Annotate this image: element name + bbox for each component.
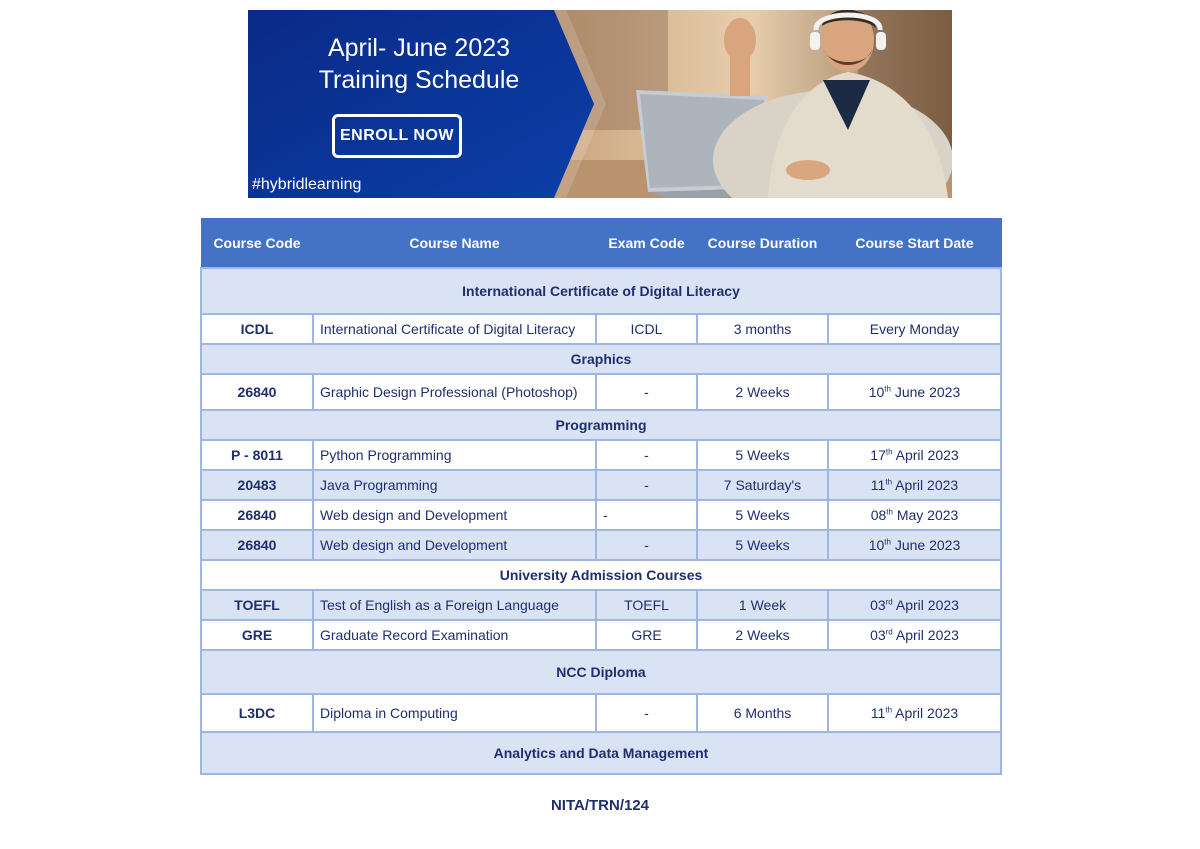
date-ordinal-suffix: th [885,705,893,715]
enroll-now-button[interactable]: ENROLL NOW [332,114,462,158]
category-label: NCC Diploma [201,650,1001,694]
course-name-cell: Graphic Design Professional (Photoshop) [313,374,596,410]
course-code-cell: 26840 [201,500,313,530]
promo-banner[interactable] [248,10,952,198]
course-name-cell: Test of English as a Foreign Language [313,590,596,620]
table-row [201,620,1001,650]
course-duration-cell: 1 Week [697,590,828,620]
table-row [201,500,1001,530]
category-row [201,410,1001,440]
exam-code-cell: - [596,530,697,560]
header-course-duration: Course Duration [697,219,828,269]
course-name-cell: Java Programming [313,470,596,500]
date-day: 03 [870,597,886,613]
category-row [201,650,1001,694]
exam-code-cell: ICDL [596,314,697,344]
exam-code-cell: - [596,470,697,500]
date-day: 10 [868,384,885,400]
date-month-year: April 2023 [892,627,959,643]
course-name-cell: International Certificate of Digital Literacy [313,314,596,344]
table-row [201,440,1001,470]
course-code-cell: P - 8011 [201,440,313,470]
category-row [201,560,1001,590]
exam-code-cell: GRE [596,620,697,650]
course-name-cell: Web design and Development [313,500,596,530]
date-ordinal-suffix: rd [885,597,893,607]
category-label: Programming [201,410,1001,440]
category-label: International Certificate of Digital Literacy [201,268,1001,314]
course-code-cell: GRE [201,620,313,650]
exam-code-cell: - [596,694,697,732]
date-ordinal-suffix: th [885,447,893,457]
course-start-date-cell: Every Monday [828,314,1001,344]
table-header-row [201,219,1001,269]
exam-code-cell: - [596,440,697,470]
course-start-date-cell [828,374,1001,410]
date-month-year: April 2023 [892,447,959,463]
course-code-cell: 26840 [201,374,313,410]
course-start-date-cell [828,530,1001,560]
date-day: 03 [870,627,886,643]
table-body [201,268,1001,774]
category-label: Analytics and Data Management [201,732,1001,774]
document-reference-code: NITA/TRN/124 [550,797,650,814]
course-code-cell: 20483 [201,470,313,500]
date-ordinal-suffix: th [886,507,893,517]
date-month-year: June 2023 [890,384,961,400]
course-start-date-cell [828,620,1001,650]
course-code-cell: L3DC [201,694,313,732]
table-row [201,374,1001,410]
date-month-year: April 2023 [892,477,959,493]
header-exam-code: Exam Code [596,219,697,269]
date-day: 17 [870,447,886,463]
course-start-date-cell [828,470,1001,500]
date-ordinal-suffix: th [885,477,893,487]
date-month-year: April 2023 [892,597,959,613]
course-start-date-cell [828,500,1001,530]
course-duration-cell: 2 Weeks [697,620,828,650]
banner-title-line1: April- June 2023 [327,34,511,62]
date-day: 10 [868,537,885,553]
course-start-date-cell [828,590,1001,620]
table-row [201,314,1001,344]
table-row [201,470,1001,500]
course-duration-cell: 2 Weeks [697,374,828,410]
date-ordinal-suffix: rd [885,627,893,637]
exam-code-cell: - [596,374,697,410]
header-course-name: Course Name [313,219,596,269]
category-row [201,268,1001,314]
course-code-cell: ICDL [201,314,313,344]
category-row [201,344,1001,374]
banner-hashtag: #hybridlearning [252,176,362,193]
category-row [201,732,1001,774]
header-course-start-date: Course Start Date [828,219,1001,269]
course-name-cell: Web design and Development [313,530,596,560]
course-start-date-cell [828,694,1001,732]
course-duration-cell: 7 Saturday's [697,470,828,500]
exam-code-cell: TOEFL [596,590,697,620]
course-duration-cell: 5 Weeks [697,500,828,530]
course-name-cell: Diploma in Computing [313,694,596,732]
date-ordinal-suffix: th [884,384,891,394]
date-month-year: April 2023 [892,705,959,721]
course-code-cell: 26840 [201,530,313,560]
course-code-cell: TOEFL [201,590,313,620]
date-month-year: June 2023 [890,537,961,553]
category-label: University Admission Courses [201,560,1001,590]
course-name-cell: Graduate Record Examination [313,620,596,650]
table-row [201,530,1001,560]
header-course-code: Course Code [201,219,313,269]
banner-title-line2: Training Schedule [318,66,520,94]
course-duration-cell: 6 Months [697,694,828,732]
table-row [201,694,1001,732]
exam-code-cell: - [596,500,697,530]
date-month-year: May 2023 [892,507,959,523]
course-duration-cell: 5 Weeks [697,530,828,560]
course-duration-cell: 3 months [697,314,828,344]
date-day: 08 [870,507,887,523]
course-start-date-cell [828,440,1001,470]
category-label: Graphics [201,344,1001,374]
date-day: 11 [870,477,886,493]
date-day: 11 [870,705,886,721]
table-row [201,590,1001,620]
course-duration-cell: 5 Weeks [697,440,828,470]
date-ordinal-suffix: th [884,537,891,547]
course-name-cell: Python Programming [313,440,596,470]
training-schedule-table [200,218,1002,775]
banner-title [294,32,544,96]
